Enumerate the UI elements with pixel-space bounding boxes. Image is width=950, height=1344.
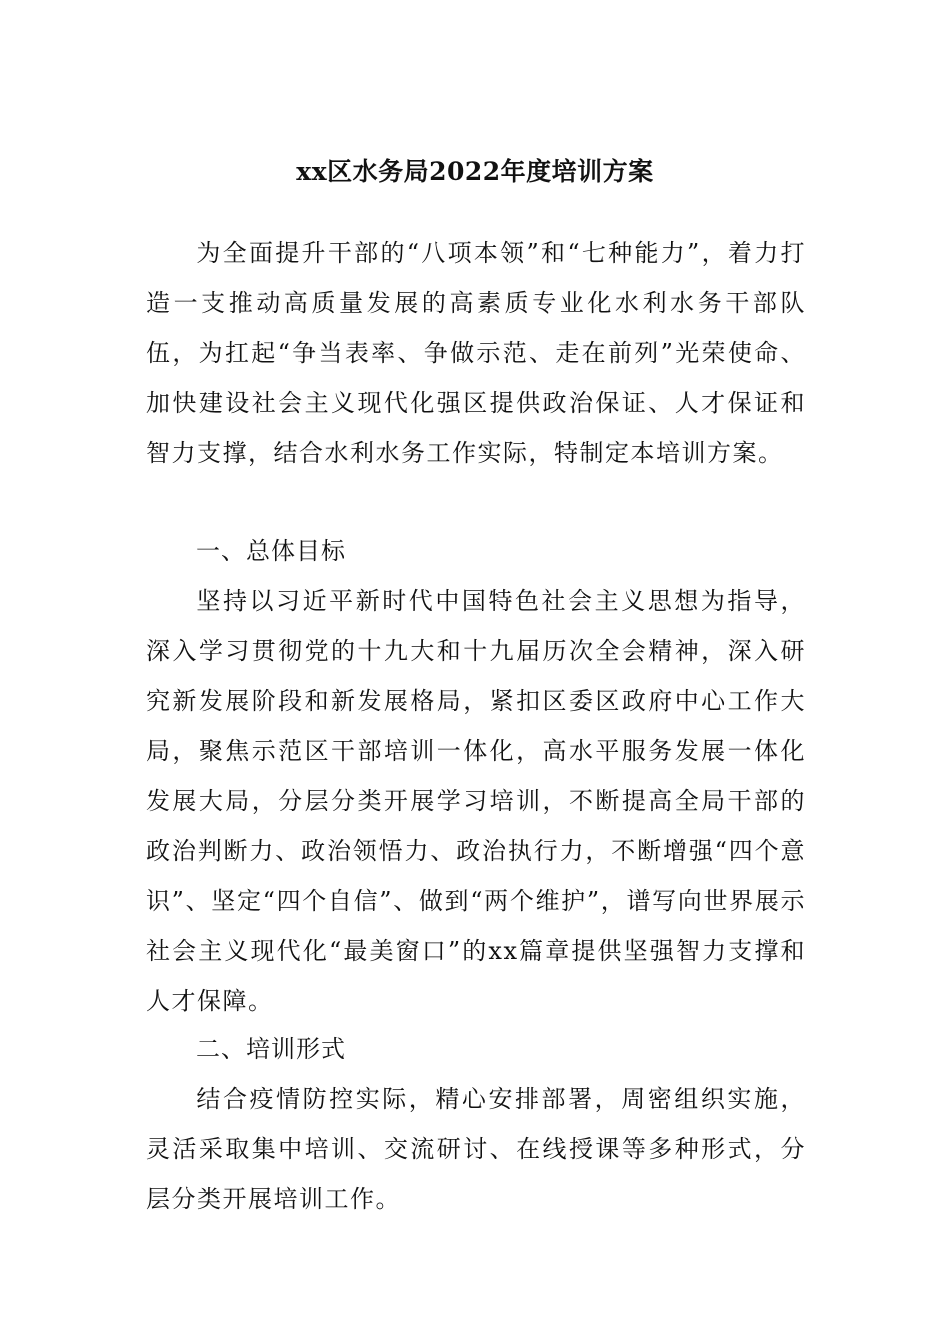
intro-paragraph: 为全面提升干部的“八项本领”和“七种能力”，着力打造一支推动高质量发展的高素质专业化水利水务干部队伍，为扛起“争当表率、争做示范、走在前列”光荣使命、加快建设社会主义现代化强区提供政治保证、人才保证和智力支撑，结合水利水务工作实际，特制定本培训方案。 [146, 239, 806, 467]
document-title: xx区水务局2022年度培训方案 [296, 157, 654, 186]
goals-block [146, 576, 806, 1026]
section-heading-goals: 一、总体目标 [196, 537, 346, 565]
format-paragraph: 结合疫情防控实际，精心安排部署，周密组织实施，灵活采取集中培训、交流研讨、在线授课等多种形式，分层分类开展培训工作。 [146, 1085, 806, 1213]
goals-paragraph: 坚持以习近平新时代中国特色社会主义思想为指导，深入学习贯彻党的十九大和十九届历次全会精神，深入研究新发展阶段和新发展格局，紧扣区委区政府中心工作大局，聚焦示范区干部培训一体化，高水平服务发展一体化发展大局，分层分类开展学习培训，不断提高全局干部的政治判断力、政治领悟力、政治执行力，不断增强“四个意识”、坚定“四个自信”、做到“两个维护”，谱写向世界展示社会主义现代化“最美窗口”的xx篇章提供坚强智力支撑和人才保障。 [146, 587, 806, 1015]
section-heading-format: 二、培训形式 [196, 1035, 346, 1063]
intro-block [146, 228, 806, 478]
format-block [146, 1074, 806, 1224]
